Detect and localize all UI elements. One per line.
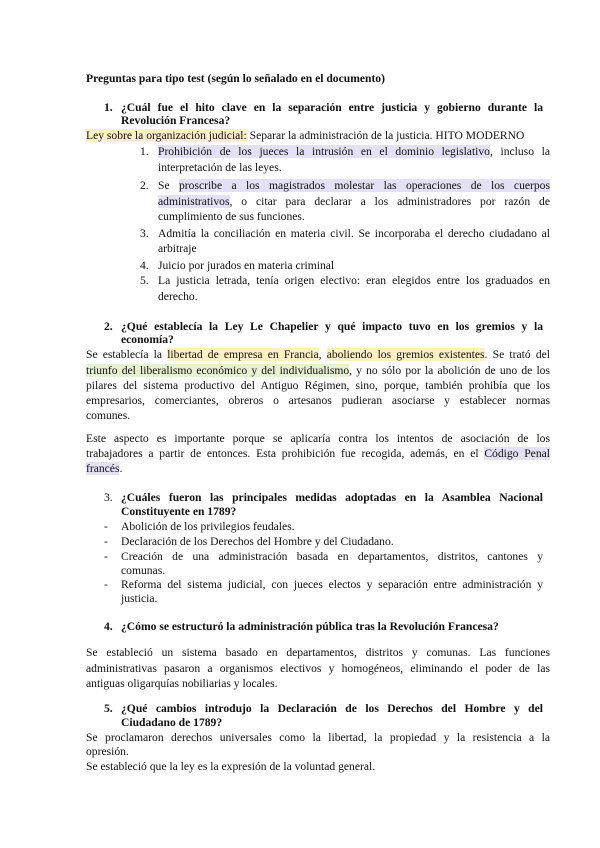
q3-item-1-line-1: Abolición de los privilegios feudales. [121,520,295,533]
q3-item-4-line-2: justicia. [121,592,158,605]
question-2-heading-line-2: economía? [121,333,174,346]
q1-item-2-line-2: administrativos, o citar para declarar a los administradores por razón de [158,195,550,208]
question-4-number: 4. [104,620,113,633]
question-5-number: 5. [104,702,113,715]
text-segment: . Se trató del [484,348,550,361]
q3-item-2-line-1: Declaración de los Derechos del Hombre y del Ciudadano. [121,535,394,548]
q5-line-2: opresión. [86,745,129,758]
highlight-proscribe: proscribe a los magistrados molestar las operaciones de los cuerpos [178,179,550,192]
q1-item-1-line-1: Prohibición de los jueces la intrusión en el dominio legislativo, incluso la [158,145,550,158]
q4-line-3: antiguas oligarquías nobiliarias y locales. [86,677,278,690]
q3-bullet: - [104,535,108,548]
highlight-administrativos: administrativos [158,195,230,208]
q1-item-4-line-1: Juicio por jurados en materia criminal [158,259,335,272]
question-1-intro [86,129,524,143]
highlight-codigo-penal: Código Penal [484,447,550,460]
q3-item-3-line-1: Creación de una administración basada en departamentos, distritos, cantones y [121,550,543,563]
question-1-heading-line-1: ¿Cuál fue el hito clave en la separación entre justicia y gobierno durante la [121,101,543,114]
q1-item-5-number: 5. [140,274,149,287]
q1-item-4-number: 4. [140,259,149,272]
q2-paragraph-2-line-2 [86,447,550,461]
q3-bullet: - [104,520,108,533]
highlight-frances: francés [86,462,120,475]
highlight-triunfo-liberalismo: triunfo del liberalismo económico y del individualismo [86,364,350,377]
question-2-heading-line-1: ¿Qué establecía la Ley Le Chapelier y qué impacto tuvo en los gremios y la [121,320,543,333]
question-1-heading-line-2: Revolución Francesa? [121,114,231,127]
q2-paragraph-1-line-4: empresarios, comerciantes, obreros o artesanos pudieran asociarse y establecer normas [86,394,550,407]
q1-item-5-line-1: La justicia letrada, tenía origen electivo: eran elegidos entre los graduados en [158,274,550,287]
question-1-number: 1. [104,101,113,114]
q1-item-3-number: 3. [140,227,149,240]
q1-item-1-line-2: interpretación de las leyes. [158,161,282,174]
q2-paragraph-2-line-3 [86,462,122,476]
text-segment: trabajadores a partir de entonces. Esta prohibición fue recogida, además, en el [86,447,485,460]
q2-paragraph-1-line-5: comunes. [86,409,131,422]
q5-line-1: Se proclamaron derechos universales como la libertad, la propiedad y la resistencia a la [86,731,550,744]
question-3-number: 3. [104,491,113,504]
q4-line-2: administrativas pasaron a organismos electivos y homogéneos, eliminando el poder de las [86,662,550,675]
question-5-heading-line-1: ¿Qué cambios introdujo la Declaración de los Derechos del Hombre y del [121,702,543,715]
text-segment: , [318,348,327,361]
text-segment: . [119,462,123,475]
question-3-heading-line-2: Constituyente en 1789? [121,505,237,518]
highlight-prohibicion-jueces: Prohibición de los jueces la intrusión en el dominio legislativo [158,145,490,158]
text-segment: Se establecía la [86,348,168,361]
q4-line-1: Se estableció un sistema basado en departamentos, distritos y comunas. Las funciones [86,646,550,659]
highlight-ley-organizacion-judicial: Ley sobre la organización judicial: [86,129,247,142]
question-2-number: 2. [104,320,113,333]
question-4-heading: ¿Cómo se estructuró la administración pública tras la Revolución Francesa? [121,620,499,633]
q1-item-1-number: 1. [140,145,149,158]
q1-item-2-number: 2. [140,179,149,192]
question-5-heading-line-2: Ciudadano de 1789? [121,716,223,729]
q2-paragraph-1-line-3: pilares del sistema productivo del Antiguo Régimen, sino, porque, también prohibía que los [86,379,550,392]
q3-item-4-line-1: Reforma del sistema judicial, con jueces electos y separación entre administración y [121,578,543,591]
q3-bullet: - [104,578,108,591]
highlight-aboliendo-gremios: aboliendo los gremios existentes [326,348,485,361]
q5-line-3: Se estableció que la ley es la expresión de la voluntad general. [86,760,376,773]
highlight-libertad-empresa: libertad de empresa en Francia [167,348,319,361]
q3-item-3-line-2: comunas. [121,564,166,577]
page-title: Preguntas para tipo test (según lo señalado en el documento) [86,72,385,85]
q1-item-5-line-2: derecho. [158,290,198,303]
question-3-heading-line-1: ¿Cuáles fueron las principales medidas adoptadas en la Asamblea Nacional [121,491,543,504]
q1-item-3-line-1: Admitía la conciliación en materia civil. Se incorporaba el derecho ciudadano al [158,227,550,240]
q1-item-3-line-2: arbitraje [158,242,197,255]
q1-item-2-line-3: cumplimiento de sus funciones. [158,210,305,223]
q2-paragraph-2-line-1: Este aspecto es importante porque se aplicaría contra los intentos de asociación de los [86,432,550,445]
intro-rest: Separar la administración de la justicia. HITO MODERNO [246,129,525,142]
q2-paragraph-1-line-2 [86,364,550,378]
q1-item-2-line-1: Se proscribe a los magistrados molestar las operaciones de los cuerpos [158,179,550,192]
q3-bullet: - [104,550,108,563]
q2-paragraph-1-line-1 [86,348,550,362]
text-segment: , y no sólo por la abolición de uno de los [349,364,550,377]
